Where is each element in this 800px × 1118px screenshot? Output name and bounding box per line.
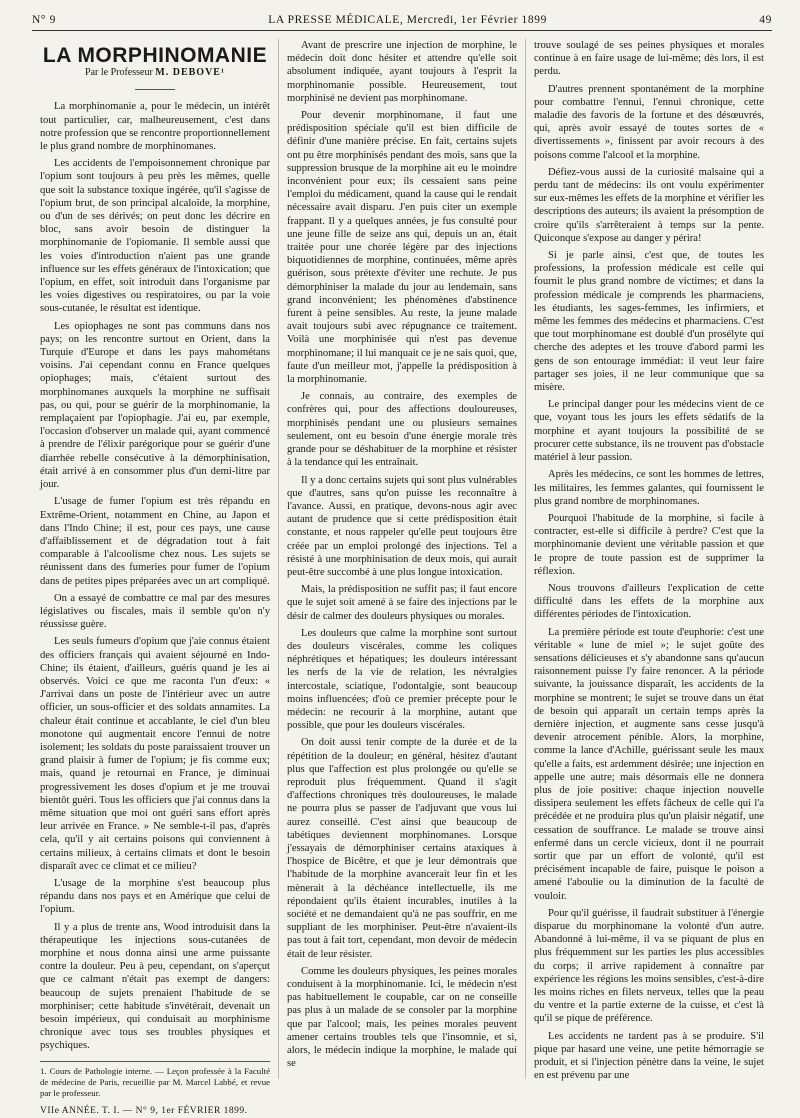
byline-author: M. DEBOVE¹: [155, 67, 225, 79]
paragraph: Pourquoi l'habitude de la morphine, si facile à contracter, est-elle si difficile à perdre? C'est que la morphinomanie devient une véritable passion et que le propre de toute passion est de supprimer la réflexion.: [534, 512, 764, 577]
paragraph: La morphinomanie a, pour le médecin, un intérêt tout particulier, car, malheureusement, c'est dans notre profession que se rencontre proportionnellement le plus grand nombre de morphinomanes.: [40, 101, 270, 153]
paragraph: Défiez-vous aussi de la curiosité malsaine qui a perdu tant de médecins: ils ont voulu expérimenter sur eux-mêmes les effets de la morphine et vérifier les descriptions des auteurs; ils avaient la présomption de croire qu'ils s'arrêteraient à temps sur la pente. Quiconque s'expose au danger y périra!: [534, 166, 764, 244]
paragraph: Les douleurs que calme la morphine sont surtout des douleurs viscérales, comme les coliques néphrétiques et hépatiques; les douleurs intéressant les nerfs de la vie de relation, les névralgies intercostale, sciatique, l'odontalgie, sont beaucoup moins influencées; d'où ce premier précepte pour le médecin: ne recourir à la morphine, autant que possible, que pour les douleurs viscérales.: [287, 627, 517, 732]
paragraph: Avant de prescrire une injection de morphine, le médecin doit donc hésiter et attendre qu'elle soit absolument indiquée, ayant toujours à l'esprit la morphinomanie possible. Heureusement, tout morphinisé ne devient pas morphinomane.: [287, 40, 517, 104]
paragraph: La première période est toute d'euphorie: c'est une véritable « lune de miel »; le sujet goûte des sensations délicieuses et s'y abandonne sans qu'aucun raisonnement puisse l'y faire renoncer. A la période suivante, la jouissance disparaît, les accidents de la morphine se montrent; le sujet se trouve dans un état de besoin qui apparaît un certain temps après la dernière injection, et augmente sans cesse jusqu'à devenir atrocement pénible. Alors, la morphine, comme la lance d'Achille, guérissant seule les maux qu'elle a faits, est ardemment désirée; une injection en appelle une autre; mais désormais elle ne donnera plus de joie positive: chaque injection nouvelle dissipera seulement les effets fâcheux de celle qui l'a précédée et ne produira plus qu'un plaisir négatif, une cessation de souffrance. Le malade se trouve ainsi enfermé dans un cercle vicieux, dont il ne pourrait sortir que par un effort de volonté, qu'il est précisément incapable de faire, puisque le poison a amené l'aboulie ou la diminution de la faculté de vouloir.: [534, 626, 764, 902]
column-2: [278, 39, 525, 1079]
paragraph: Il y a donc certains sujets qui sont plus vulnérables que d'autres, sans qu'on puisse les reconnaître à l'avance. Aussi, en pratique, devons-nous agir avec autant de prudence que si cette prédisposition était constante, et nous rappeler qu'elle peut toujours être créée par un emploi prolongé des injections. Tel a résisté à une morphinisation de deux mois, qui aurait peut-être succombé à une plus longue intoxication.: [287, 474, 517, 578]
paragraph: On doit aussi tenir compte de la durée et de la répétition de la douleur; en général, hésitez d'autant plus que l'affection est plus prolongée ou qu'elle se reproduit plus fréquemment. Quand il s'agit d'affections chroniques très douloureuses, le malade ne pourra plus se passer de l'adjuvant que vous lui aurez conseillé. C'est ainsi que beaucoup de tabétiques deviennent morphinomanes. Lorsque j'essayais de démorphiniser certains ataxiques à l'hospice de Bicêtre, et que je leur démontrais que l'habitude de la morphine avancerait leur fin et les mènerait à la déchéance intellectuelle, ils me répondaient qu'ils étaient incurables, inutiles à la société et ne demandaient qu'à ne pas souffrir, en me suppliant de les morphiniser. Peut-être n'avaient-ils pas tout à fait tort, cependant, mon devoir de médecin était de leur résister.: [287, 737, 517, 960]
column-1: [32, 39, 278, 1116]
paragraph: Les accidents ne tardent pas à se produire. S'il pique par hasard une veine, une petite hémorragie se produit, et si l'injection pénètre dans la veine, le sujet en est prévenu par une: [534, 1030, 764, 1082]
paragraph: Les seuls fumeurs d'opium que j'aie connus étaient des officiers français qui avaient séjourné en Indo-Chine; ils étaient, d'ailleurs, guéris quand je les ai observés. Voici ce que me raconta l'un d'eux: « J'arrivai dans un poste de l'intérieur avec un autre officier, un sous-officier et des soldats annamites. La chaleur était continue et accablante, le ciel d'un bleu monotone qui augmentait encore l'ennui de notre isolement; les soldats du poste paraissaient trouver un grand plaisir à fumer de l'opium; je fis comme eux; mais, quand je retournai en France, je diminuai progressivement les doses d'opium et je me trouvai bientôt guéri. Tous les officiers que j'ai connus dans la même situation que moi ont guéri sans effort après leur arrivée en France. » Ne semble-t-il pas, d'après cela, qu'il y ait certains poisons qui conviennent à certains milieux, à certains climats et dont le besoin disparaît avec ce climat et ce milieu?: [40, 636, 270, 872]
paragraph: L'usage de la morphine s'est beaucoup plus répandu dans nos pays et en Amérique que celui de l'opium.: [40, 877, 270, 916]
title-divider: [135, 89, 175, 90]
page-number-left: N° 9: [32, 14, 56, 26]
issue-line: VIIe ANNÉE. T. I. — N° 9, 1er FÉVRIER 1899.: [40, 1105, 248, 1116]
paragraph: Après les médecins, ce sont les hommes de lettres, les militaires, les femmes galantes, qui fournissent le plus grand nombre de morphinomanes.: [534, 469, 764, 507]
paragraph: Je connais, au contraire, des exemples de confrères qui, pour des affections douloureuses, morphinisés pendant une ou plusieurs semaines seulement, ont eu besoin d'une énergie morale très grande pour se déshabituer de la morphine et résister à la tendance qui les entraînait.: [287, 391, 517, 469]
paragraph: Il y a plus de trente ans, Wood introduisit dans la thérapeutique les injections sous-cutanées de morphine et nous donna ainsi une arme puissante contre la douleur. Peu à peu, cependant, on s'aperçut que ce calmant n'était pas exempt de dangers: beaucoup de sujets prenaient l'habitude de se morphiniser; cette habitude s'invétérait, devenait un besoin impérieux, qui conduisait au morphinisme chronique avec tous ses troubles physiques et psychiques.: [40, 921, 270, 1052]
article-columns: [32, 39, 772, 1116]
journal-title: LA PRESSE MÉDICALE, Mercredi, 1er Février 1899: [268, 14, 547, 26]
paragraph: Si je parle ainsi, c'est que, de toutes les professions, la profession médicale est celle qui fournit le plus grand nombre de victimes; et dans la profession médicale je comprends les pharmaciens, les étudiants, les sages-femmes, les infirmiers, et même les femmes des médecins et pharmaciens. C'est que tout morphinomane est doublé d'un prosélyte qui cherche des adeptes et les trouve d'abord parmi les gens de son entourage immédiat: il veut leur faire partager ses joies, il ne leur communique que sa misère.: [534, 250, 764, 394]
paragraph: Le principal danger pour les médecins vient de ce que, voyant tous les jours les effets sédatifs de la morphine et ayant toujours la possibilité de se procurer cette substance, ils ne trouvent pas d'obstacle matériel à leur passion.: [534, 399, 764, 464]
paragraph: Pour devenir morphinomane, il faut une prédisposition spéciale qu'il est bien difficile de définir d'une manière précise. En fait, certains sujets ont pu être morphinisés pendant des mois, sans que la suppression brusque de la morphine ait eu le moindre inconvénient pour eux; ils cessaient sans peine l'emploi du médicament, quand la cause qui le rendait nécessaire avait disparu. J'en puis citer un exemple frappant. Il y a quelques années, je fus consulté pour une jeune fille de seize ans qui, depuis un an, était traitée pour une chorée légère par des injections biquotidiennes de morphine, continuées, même après guérison, sous prétexte d'éviter une rechute. Je pus démorphiniser la malade du jour au lendemain, sans grand inconvénient; les phénomènes d'abstinence furent à peine sensibles. Au reste, la jeune malade avait toujours subi avec répugnance ce traitement. Voilà une morphinisée qui n'est pas devenue morphinomane; il lui manquait ce je ne sais quoi, que, faute d'un meilleur mot, j'appelle la prédisposition à la morphinomanie.: [287, 110, 517, 386]
column-3: [525, 39, 772, 1082]
byline: [40, 66, 270, 79]
page-number-right: 49: [759, 14, 772, 26]
paragraph: trouve soulagé de ses peines physiques et morales continue à en faire usage de lui-même; dès lors, il est perdu.: [534, 40, 764, 78]
paragraph: On a essayé de combattre ce mal par des mesures législatives ou fiscales, mais il semble qu'on n'y réussisse guère.: [40, 592, 270, 631]
running-head: [32, 14, 772, 31]
paragraph: L'usage de fumer l'opium est très répandu en Extrême-Orient, notamment en Chine, au Japon et dans l'Indo Chine; il est, pour ces pays, une cause d'affaiblissement et de dégradation tout à fait comparable à l'alcoolisme chez nous. Les sujets se réunissent dans des fumeries pour fumer de l'opium dans de petites pipes préparées avec un art compliqué.: [40, 496, 270, 587]
article-title: LA MORPHINOMANIE: [42, 44, 268, 67]
paragraph: Mais, la prédisposition ne suffit pas; il faut encore que le sujet soit amené à se faire des injections par le désir de calmer des douleurs physiques ou morales.: [287, 584, 517, 622]
paragraph: Pour qu'il guérisse, il faudrait substituer à l'énergie disparue du morphinomane la volonté d'un autre. Abandonné à lui-même, il va se piquant de plus en plus fréquemment sur les parties les plus accessibles du corps; il arrive rapidement à connaître par expérience les régions les moins sensibles, c'est-à-dire les moins riches en filets nerveux, telles que la peau du ventre et la partie externe de la cuisse, et c'est là qu'il se pique de préférence.: [534, 907, 764, 1025]
paragraph: Nous trouvons d'ailleurs l'explication de cette difficulté dans les effets de la morphine aux différentes périodes de l'intoxication.: [534, 582, 764, 621]
paragraph: Comme les douleurs physiques, les peines morales conduisent à la morphinomanie. Ici, le médecin n'est pas habituellement le coupable, car on ne conseille pas plus à un malade de se consoler par la morphine que par l'alcool; mais, les peines morales peuvent amener certains troubles tels que l'insomnie, et si, alors, le médecin indique la morphine, le malade qui se: [287, 965, 517, 1070]
byline-prefix: Par le Professeur: [85, 67, 153, 79]
paragraph: D'autres prennent spontanément de la morphine pour combattre l'ennui, l'ennui chronique, cette maladie des favoris de la fortune et des désœuvrés, qui, après avoir essayé de toutes sortes de « divertissements », finissent par avoir recours à des poisons comme l'alcool et la morphine.: [534, 83, 764, 161]
paragraph: Les opiophages ne sont pas communs dans nos pays; on les rencontre surtout en Orient, dans la Turquie d'Europe et dans les pays mahométans voisins. J'ai cependant connu en France quelques opiophages; mais, c'étaient surtout des morphinomanes auxquels la morphine ne suffisait pas, ou qui, pour se guérir de la morphinomanie, la remplaçaient par l'opiophagie. J'ai eu, par exemple, l'occasion d'observer un malade qui, ayant commencé à prendre de l'élixir parégorique pour se guérir d'une diarrhée rebelle consécutive à la démorphinisation, était arrivé à en consommer plus d'un demi-litre par jour.: [40, 320, 270, 491]
footnote: 1. Cours de Pathologie interne. — Leçon professée à la Faculté de médecine de Paris, recueillie par M. Marcel Labbé, et revue par le professeur.: [40, 1061, 270, 1099]
paragraph: Les accidents de l'empoisonnement chronique par l'opium sont toujours à peu près les mêmes, quelle que soit la substance toxique ingérée, qu'il s'agisse de l'opium brut, de son principal alcaloïde, la morphine, ou d'un de ses dérivés; on peut donc les décrire en bloc, sans avoir besoin de distinguer la morphinomanie de l'opiomanie. Il semble aussi que les voies d'introduction n'aient pas une grande influence sur les effets généraux de l'intoxication; que l'opium, en effet, soit introduit dans l'organisme par les voies digestives ou respiratoires, ou par la voie sous-cutanée, le résultat est identique.: [40, 158, 270, 315]
